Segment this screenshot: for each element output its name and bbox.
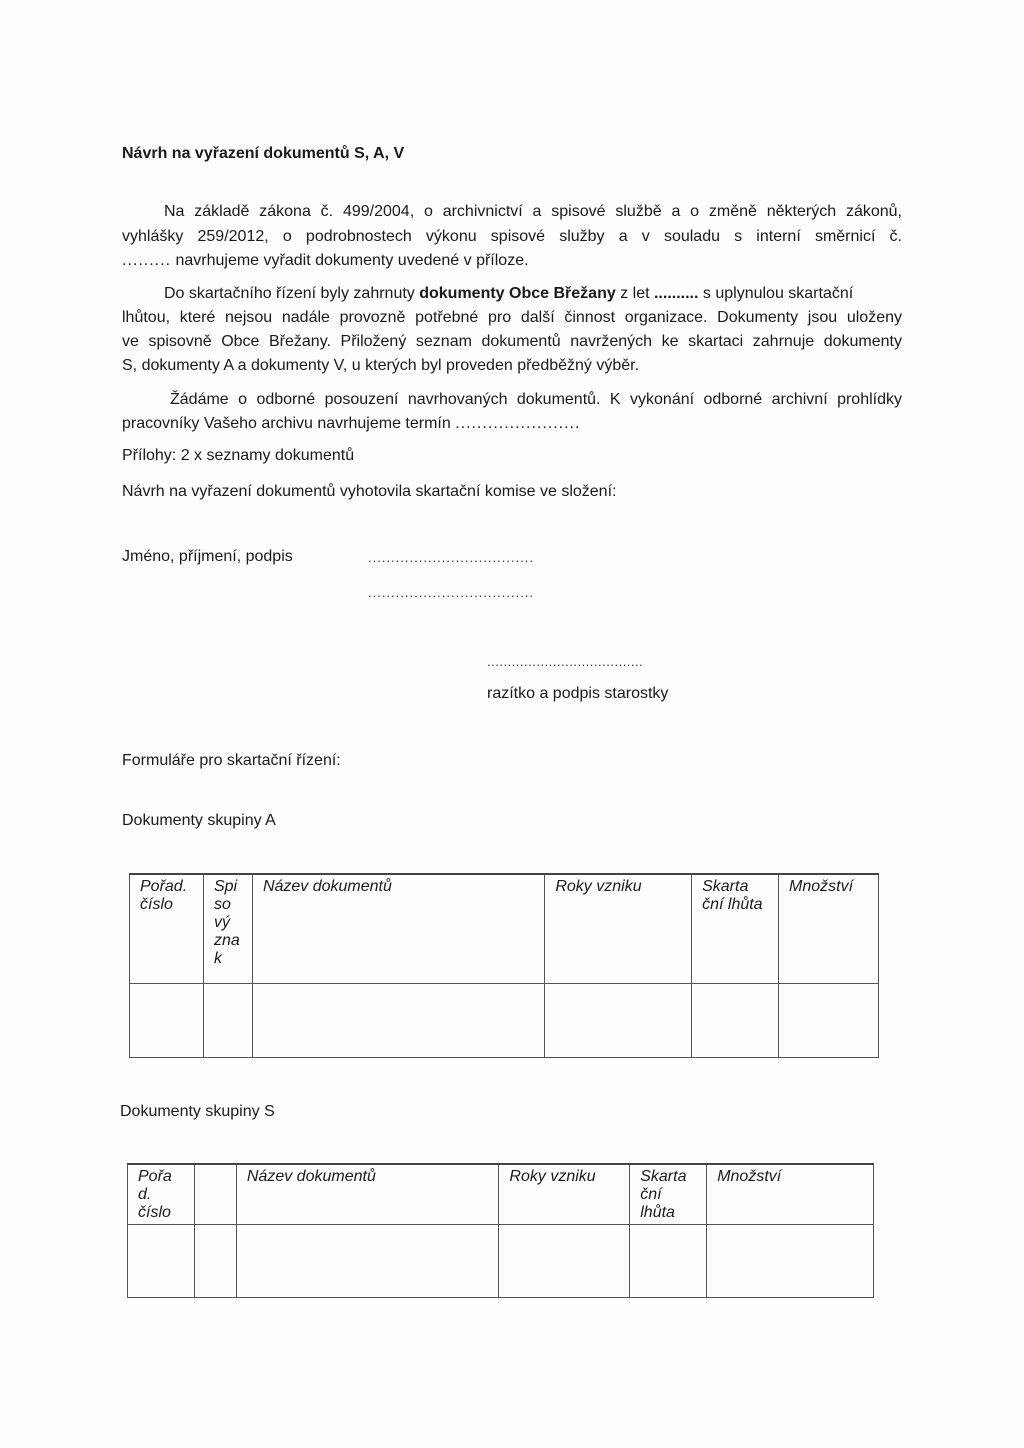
- stamp-signature-line: ......................................: [487, 654, 644, 669]
- request-line-2-text: pracovníky Vašeho archivu navrhujeme termín: [122, 415, 451, 432]
- group-s-header-row: [128, 1164, 874, 1225]
- years-blank: ..........: [653, 285, 699, 302]
- group-s-header-retention: Skarta ční lhůta: [630, 1164, 707, 1225]
- request-line-2: [122, 413, 580, 435]
- scope-line-4: S, dokumenty A a dokumenty V, u kterých byl proveden předběžný výběr.: [122, 357, 640, 374]
- group-s-cell: [194, 1225, 236, 1298]
- scope-line-3: ve spisovně Obce Břežany. Přiložený seznam dokumentů navržených ke skartaci zahrnuje dokumenty: [122, 333, 902, 350]
- group-a-cell: [203, 983, 252, 1057]
- group-a-cell: [545, 983, 692, 1057]
- group-a-header-quantity: Množství: [779, 874, 879, 983]
- intro-line-3-text: navrhujeme vyřadit dokumenty uvedené v příloze.: [175, 252, 529, 269]
- group-a-cell: [779, 983, 879, 1057]
- group-s-empty-row: [128, 1225, 874, 1298]
- scope-line-1: [164, 283, 904, 305]
- group-s-cell: [128, 1225, 195, 1298]
- group-s-cell: [630, 1225, 707, 1298]
- scope-line-1-b: z let: [620, 285, 650, 302]
- date-blank: .......................: [455, 415, 581, 432]
- group-s-header-order: Pořa d. číslo: [128, 1164, 195, 1225]
- group-s-cell: [707, 1225, 874, 1298]
- group-s-label: Dokumenty skupiny S: [120, 1103, 275, 1120]
- group-a-empty-row: [130, 983, 879, 1057]
- scope-line-1-bold: dokumenty Obce Břežany: [419, 285, 616, 302]
- document-title: Návrh na vyřazení dokumentů S, A, V: [122, 145, 405, 162]
- committee-line: Návrh na vyřazení dokumentů vyhotovila skartační komise ve složení:: [122, 483, 617, 500]
- intro-line-1: Na základě zákona č. 499/2004, o archivnictví a spisové službě a o změně některých zákonů,: [164, 203, 902, 220]
- group-a-cell: [692, 983, 779, 1057]
- group-s-header-name: Název dokumentů: [236, 1164, 499, 1225]
- group-a-header-name: Název dokumentů: [252, 874, 544, 983]
- signature-label: Jméno, příjmení, podpis: [122, 548, 293, 565]
- group-s-header-blank: [194, 1164, 236, 1225]
- intro-line-3: [122, 250, 529, 272]
- forms-label: Formuláře pro skartační řízení:: [122, 752, 341, 769]
- signature-line-1: ....................................: [368, 550, 535, 565]
- attachments-line: Přílohy: 2 x seznamy dokumentů: [122, 447, 355, 464]
- group-a-header-retention: Skarta ční lhůta: [692, 874, 779, 983]
- directive-number-blank: .........: [122, 252, 172, 269]
- group-a-header-order: Pořad. číslo: [130, 874, 204, 983]
- stamp-signature-label: razítko a podpis starostky: [487, 685, 669, 702]
- group-a-header-years: Roky vzniku: [545, 874, 692, 983]
- signature-line-2: ....................................: [368, 585, 535, 600]
- group-a-header-file-mark: Spi so vý zna k: [203, 874, 252, 983]
- group-s-header-quantity: Množství: [707, 1164, 874, 1225]
- scope-line-2: lhůtou, které nejsou nadále provozně potřebné pro další činnost organizace. Dokumenty jsou uloženy: [122, 309, 902, 326]
- group-a-label: Dokumenty skupiny A: [122, 812, 276, 829]
- group-a-cell: [252, 983, 544, 1057]
- group-a-header-row: [130, 874, 879, 983]
- group-a-table: [129, 873, 879, 1058]
- group-s-table: [127, 1163, 874, 1298]
- request-line-1: Žádáme o odborné posouzení navrhovaných dokumentů. K vykonání odborné archivní prohlídky: [170, 391, 902, 408]
- group-s-cell: [499, 1225, 630, 1298]
- scope-line-1-a: Do skartačního řízení byly zahrnuty: [164, 285, 415, 302]
- scope-line-1-c: s uplynulou skartační: [702, 285, 854, 302]
- group-a-cell: [130, 983, 204, 1057]
- group-s-header-years: Roky vzniku: [499, 1164, 630, 1225]
- intro-line-2: vyhlášky 259/2012, o podrobnostech výkonu spisové služby a v souladu s interní směrnicí č.: [122, 228, 902, 245]
- group-s-cell: [236, 1225, 499, 1298]
